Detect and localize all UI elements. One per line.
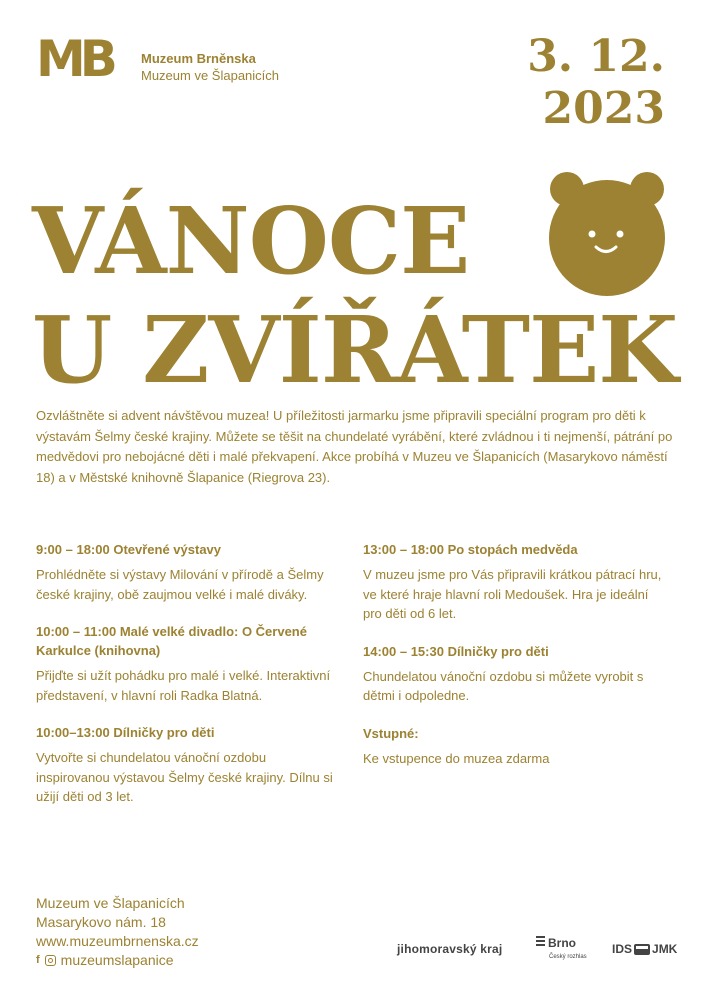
program-event xyxy=(363,540,663,624)
social-handle-row xyxy=(36,951,199,970)
contact-name: Muzeum ve Šlapanicích xyxy=(36,895,185,911)
event-heading: 13:00 – 18:00 Po stopách medvěda xyxy=(363,542,578,557)
admission-text: Ke vstupence do muzea zdarma xyxy=(363,750,550,766)
event-description: Přijďte si užít pohádku pro malé i velké. Interaktivní představení, v hlavní roli Radka Blatná. xyxy=(36,668,331,703)
jmk-label: JMK xyxy=(652,942,678,956)
bus-icon xyxy=(634,944,650,955)
partner-logo-jmk: jihomoravský kraj xyxy=(397,942,503,956)
program-event xyxy=(36,622,336,705)
title-line-1: VÁNOCE xyxy=(32,187,470,295)
org-name: Muzeum Brněnska xyxy=(141,51,256,66)
bear-icon xyxy=(548,168,666,298)
program-event xyxy=(36,723,336,807)
facebook-icon[interactable]: f xyxy=(36,954,40,966)
instagram-icon[interactable] xyxy=(45,955,56,966)
event-date xyxy=(527,31,665,135)
event-date-day: 3. 12. xyxy=(527,31,665,82)
social-handle[interactable]: muzeumslapanice xyxy=(60,952,174,968)
event-description: Chundelatou vánoční ozdobu si můžete vyrobit s dětmi i odpoledne. xyxy=(363,668,644,703)
ids-label: IDS xyxy=(612,942,633,956)
event-description: V muzeu jsme pro Vás připravili krátkou pátrací hru, ve které hraje hlavní roli Medoušek. Hra je ideální pro děti od 6 let. xyxy=(363,567,662,621)
admission-info xyxy=(363,724,663,769)
contact-address: Masarykovo nám. 18 xyxy=(36,914,166,930)
event-heading: 10:00–13:00 Dílničky pro děti xyxy=(36,725,215,740)
program-event xyxy=(36,540,336,604)
partner-logo-ids-jmk xyxy=(612,942,677,956)
event-heading: 9:00 – 18:00 Otevřené výstavy xyxy=(36,542,222,557)
website-link[interactable]: www.muzeumbrnenska.cz xyxy=(36,933,199,949)
event-heading: 10:00 – 11:00 Malé velké divadlo: O Červené Karkulce (knihovna) xyxy=(36,624,307,658)
admission-heading: Vstupné: xyxy=(363,725,419,741)
intro-text: Ozvláštněte si advent návštěvou muzea! U příležitosti jarmarku jsme připravili speciální program pro děti k výstavám Šelmy české krajiny. Můžete se těšit na chundelaté vyrábění, které zvládnou i ti nejmenší, pátrání po medvědovi pro nebojácné děti i malé překvapení. Akce probíhá v Muzeu ve Šlapanicích (Masarykovo náměstí 18) a v Městské knihovně Šlapanice (Riegrova 23). xyxy=(36,408,673,485)
brno-name: Brno xyxy=(548,936,576,950)
museum-logo xyxy=(36,30,136,88)
contact-block xyxy=(36,894,199,970)
brno-subtitle: Český rozhlas xyxy=(549,954,587,960)
brno-mark-icon xyxy=(536,936,545,948)
event-description: Prohlédněte si výstavy Milování v přírodě a Šelmy české krajiny, obě zaujmou velké i malé diváky. xyxy=(36,567,324,602)
event-date-year: 2023 xyxy=(542,83,665,134)
logo-mark: MB xyxy=(36,30,112,88)
program-left-column xyxy=(36,540,336,825)
title-line-2: U ZVÍŘÁTEK xyxy=(32,296,678,404)
event-description: Vytvořte si chundelatou vánoční ozdobu inspirovanou výstavou Šelmy české krajiny. Dílnu si užijí děti od 3 let. xyxy=(36,750,333,804)
partner-logo-brno xyxy=(536,936,587,960)
program-right-column xyxy=(363,540,663,786)
program-event xyxy=(363,642,663,706)
event-heading: 14:00 – 15:30 Dílničky pro děti xyxy=(363,643,549,659)
org-subtitle: Muzeum ve Šlapanicích xyxy=(141,68,280,83)
